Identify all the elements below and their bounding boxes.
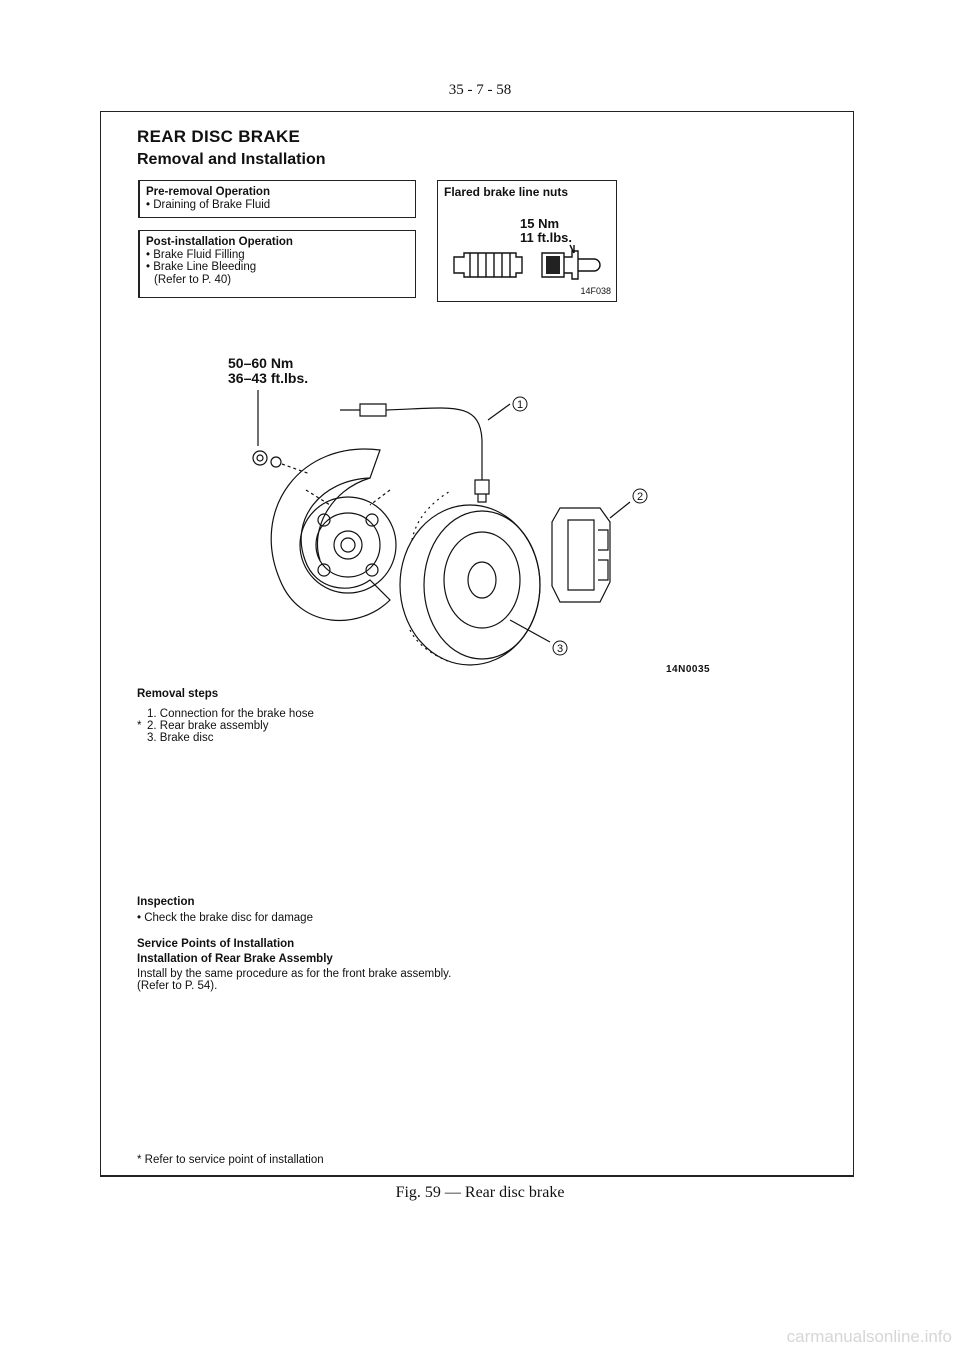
service-points-reference: (Refer to P. 54). — [137, 980, 218, 992]
inspection-item: • Check the brake disc for damage — [137, 912, 313, 924]
brake-disc — [400, 505, 540, 665]
pre-removal-heading: Pre-removal Operation — [146, 186, 270, 198]
figure-caption: Fig. 59 — Rear disc brake — [395, 1184, 565, 1201]
post-installation-heading: Post-installation Operation — [146, 236, 293, 248]
section-title: REAR DISC BRAKE — [137, 127, 301, 146]
dust-shield — [271, 449, 390, 620]
mounting-bolt — [253, 451, 267, 465]
removal-steps-heading: Removal steps — [137, 688, 219, 700]
callout-1: 1 — [516, 399, 524, 411]
brake-hose — [340, 404, 482, 480]
post-installation-item: • Brake Fluid Filling — [146, 248, 245, 261]
removal-step: 1. Connection for the brake hose — [147, 708, 314, 720]
service-points-subheading: Installation of Rear Brake Assembly — [137, 953, 333, 965]
removal-steps-list — [137, 708, 314, 744]
footnote: * Refer to service point of installation — [137, 1154, 324, 1166]
removal-step: * 2. Rear brake assembly — [137, 720, 269, 732]
post-installation-reference: (Refer to P. 40) — [154, 273, 232, 286]
page-number: 35 - 7 - 58 — [448, 82, 512, 98]
pre-removal-item: • Draining of Brake Fluid — [146, 198, 271, 211]
flared-nuts-figure-code: 14F038 — [580, 285, 611, 296]
post-installation-item: • Brake Line Bleeding — [146, 261, 257, 273]
brake-caliper — [552, 508, 610, 602]
pre-removal-box — [138, 180, 416, 218]
service-points-body: Install by the same procedure as for the front brake assembly. — [137, 968, 452, 980]
post-installation-box — [138, 230, 416, 298]
flared-nuts-heading: Flared brake line nuts — [444, 185, 569, 199]
diagram-figure-code: 14N0035 — [666, 664, 711, 675]
removal-step: 3. Brake disc — [147, 732, 214, 744]
section-subtitle: Removal and Installation — [137, 151, 326, 168]
service-points-heading: Service Points of Installation — [137, 938, 295, 950]
flared-nuts-torque-nm: 15 Nm — [520, 216, 560, 231]
inspection-heading: Inspection — [137, 896, 195, 908]
washer — [271, 457, 281, 467]
rear-brake-exploded-diagram — [220, 380, 680, 680]
callout-3: 3 — [556, 643, 564, 655]
flared-nuts-torque-ftlbs: 11 ft.lbs. — [520, 230, 573, 245]
flared-nuts-box — [437, 180, 617, 302]
bolt-torque-nm: 50–60 Nm — [228, 355, 294, 371]
callout-2: 2 — [636, 491, 644, 503]
watermark: carmanualsonline.info — [786, 1327, 952, 1346]
bolt-torque-ftlbs: 36–43 ft.lbs. — [228, 370, 309, 386]
flared-nuts-torque — [520, 217, 572, 245]
hub — [300, 497, 396, 593]
flare-nut-illustration — [446, 243, 612, 283]
